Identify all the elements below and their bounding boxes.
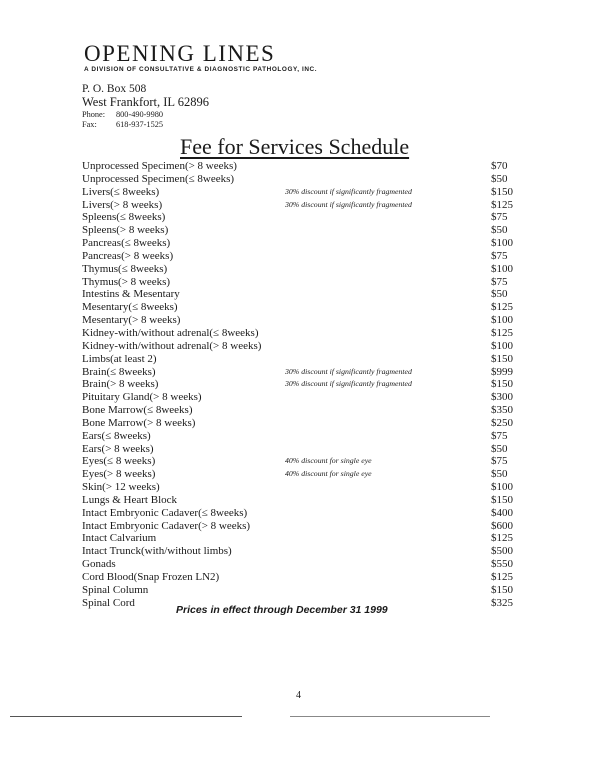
service-name: Skin(> 12 weeks) [82,481,160,494]
fee-row [82,571,522,584]
service-price: $300 [491,391,513,404]
service-name: Eyes(> 8 weeks) [82,468,156,481]
service-price: $100 [491,339,513,352]
discount-note: 30% discount if significantly fragmented [285,366,412,376]
fee-row [82,288,522,301]
service-price: $70 [491,160,508,172]
service-name: Ears(≤ 8weeks) [82,429,151,442]
service-price: $400 [491,506,513,519]
fee-row [82,532,522,545]
service-name: Spleens(≤ 8weeks) [82,211,166,224]
fee-row [82,507,522,520]
fee-row [82,417,522,430]
fee-row [82,455,522,468]
prices-note: Prices in effect through December 31 1999 [176,604,388,616]
service-price: $150 [491,185,513,198]
discount-note: 40% discount for single eye [285,469,372,479]
service-name: Kidney-with/without adrenal(≤ 8weeks) [82,326,259,339]
service-price: $100 [491,314,513,327]
service-name: Livers(> 8 weeks) [82,198,163,211]
service-price: $325 [491,596,513,609]
fee-row [82,263,522,276]
service-name: Intact Embryonic Cadaver(> 8 weeks) [82,519,251,532]
fee-row [82,314,522,327]
fax-number: 618-937-1525 [116,120,164,129]
service-price: $150 [491,378,513,391]
fee-row [82,224,522,237]
fax-label: Fax: [82,120,97,129]
service-name: Bone Marrow(≤ 8weeks) [82,404,193,417]
service-name: Kidney-with/without adrenal(> 8 weeks) [82,339,262,352]
org-name: OPENING LINES [84,41,276,66]
service-name: Lungs & Heart Block [82,493,178,506]
service-name: Spleens(> 8 weeks) [82,224,169,237]
service-price: $100 [491,262,513,275]
fee-row [82,404,522,417]
fee-row [82,250,522,263]
service-price: $500 [491,545,513,558]
service-price: $125 [491,326,513,339]
service-name: Pituitary Gland(> 8 weeks) [82,391,202,404]
service-price: $125 [491,198,513,211]
service-name: Pancreas(≤ 8weeks) [82,237,171,250]
service-name: Brain(≤ 8weeks) [82,365,156,378]
service-price: $75 [491,429,508,442]
phone-label: Phone: [82,110,106,119]
fee-row [82,520,522,533]
fee-row [82,160,522,173]
address-line2: West Frankfort, IL 62896 [82,95,209,109]
fee-row [82,558,522,571]
fee-list [82,160,522,610]
service-name: Limbs(at least 2) [82,352,157,365]
service-name: Intact Embryonic Cadaver(≤ 8weeks) [82,506,248,519]
discount-note: 30% discount if significantly fragmented [285,186,412,196]
service-price: $50 [491,172,508,185]
fee-row [82,468,522,481]
service-name: Cord Blood(Snap Frozen LN2) [82,571,220,583]
service-name: Unprocessed Specimen(> 8 weeks) [82,160,237,172]
service-price: $550 [491,558,513,571]
fee-row [82,430,522,443]
fee-row [82,340,522,353]
service-name: Pancreas(> 8 weeks) [82,249,174,262]
service-price: $100 [491,237,513,250]
fee-row [82,237,522,250]
phone-line [82,111,163,119]
fee-row [82,494,522,507]
fee-row [82,353,522,366]
service-name: Intact Trunck(with/without limbs) [82,545,232,558]
fee-row [82,378,522,391]
service-name: Mesentary(> 8 weeks) [82,314,181,327]
service-price: $999 [491,365,513,378]
fee-row [82,173,522,186]
service-name: Spinal Cord [82,596,135,609]
service-price: $250 [491,416,513,429]
fee-row [82,391,522,404]
fee-row [82,584,522,597]
page-number: 4 [296,690,301,701]
fee-row [82,186,522,199]
service-name: Unprocessed Specimen(≤ 8weeks) [82,172,235,185]
fee-row [82,481,522,494]
service-name: Thymus(≤ 8weeks) [82,262,168,275]
service-name: Bone Marrow(> 8 weeks) [82,416,196,429]
fee-row [82,366,522,379]
service-name: Intestins & Mesentary [82,288,180,301]
discount-note: 40% discount for single eye [285,456,372,466]
phone-number: 800-490-9980 [116,110,164,119]
service-price: $50 [491,442,508,455]
service-price: $75 [491,211,508,224]
bottom-rule-right [290,716,490,717]
service-price: $75 [491,455,508,468]
service-name: Gonads [82,558,116,571]
service-price: $50 [491,224,508,237]
service-name: Eyes(≤ 8 weeks) [82,455,156,468]
fee-row [82,443,522,456]
fee-row [82,276,522,289]
service-name: Thymus(> 8 weeks) [82,275,171,288]
fee-row [82,211,522,224]
service-name: Ears(> 8 weeks) [82,442,154,455]
fee-row [82,301,522,314]
fax-line [82,121,163,129]
service-name: Mesentary(≤ 8weeks) [82,301,178,314]
discount-note: 30% discount if significantly fragmented [285,379,412,389]
service-price: $125 [491,571,513,583]
service-price: $50 [491,468,508,481]
service-price: $150 [491,352,513,365]
service-price: $50 [491,288,508,301]
fee-row [82,199,522,212]
service-price: $600 [491,519,513,532]
service-price: $125 [491,301,513,314]
service-name: Livers(≤ 8weeks) [82,185,160,198]
service-price: $150 [491,493,513,506]
service-name: Brain(> 8 weeks) [82,378,159,391]
discount-note: 30% discount if significantly fragmented [285,199,412,209]
address-line1: P. O. Box 508 [82,83,147,95]
service-name: Intact Calvarium [82,532,157,545]
org-subtitle: A DIVISION OF CONSULTATIVE & DIAGNOSTIC PATHOLOGY, INC. [84,66,318,73]
fee-row [82,327,522,340]
service-price: $150 [491,583,513,596]
service-price: $100 [491,481,513,494]
service-price: $75 [491,249,508,262]
schedule-title: Fee for Services Schedule [180,134,410,159]
service-price: $75 [491,275,508,288]
service-price: $125 [491,532,513,545]
service-name: Spinal Column [82,583,149,596]
fee-row [82,545,522,558]
bottom-rule-left [10,716,242,717]
service-price: $350 [491,404,513,417]
